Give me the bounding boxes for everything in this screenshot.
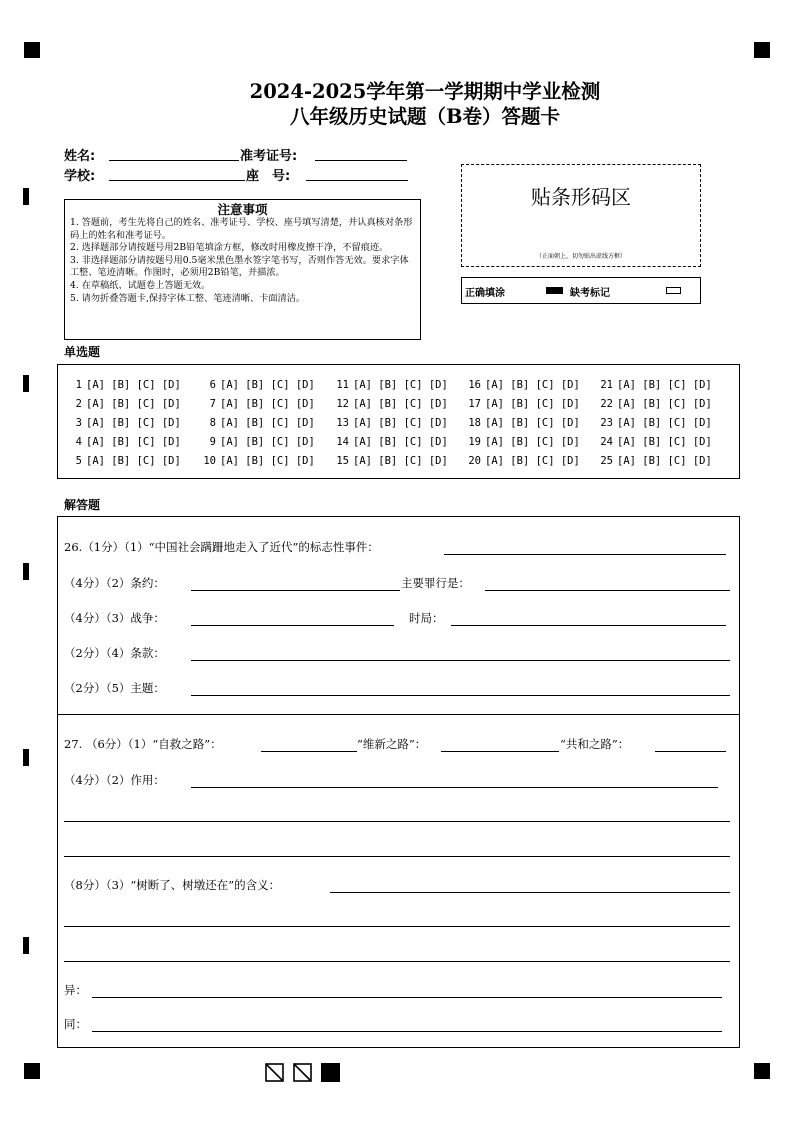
q26-part2-crime-line[interactable]: [485, 590, 730, 591]
mcq-row[interactable]: 8 [A] [B] [C] [D]: [209, 417, 315, 429]
notice-item: 1. 答题前，考生先将自己的姓名、准考证号、学校、座号填写清楚，并认真核对条形码上的姓名和准考证号。: [70, 217, 413, 241]
q26-part5-line[interactable]: [191, 695, 730, 696]
mcq-column: [74, 376, 181, 471]
q27-part2-line[interactable]: [191, 787, 718, 788]
mcq-row[interactable]: 15 [A] [B] [C] [D]: [336, 455, 448, 467]
q27-part3-line[interactable]: [64, 926, 730, 927]
q26-part2-treaty-prompt: （4分）（2）条约：: [64, 576, 165, 590]
q27-similarity-label: 同：: [64, 1017, 87, 1031]
mcq-row[interactable]: 18 [A] [B] [C] [D]: [468, 417, 580, 429]
mcq-column: [599, 376, 712, 471]
q27-part1-reform-prompt: “维新之路”：: [357, 737, 427, 751]
mcq-row[interactable]: 12 [A] [B] [C] [D]: [336, 398, 448, 410]
mcq-column: [467, 376, 580, 471]
mcq-row[interactable]: 20 [A] [B] [C] [D]: [468, 455, 580, 467]
q26-part1-answer-line[interactable]: [444, 554, 726, 555]
mcq-row[interactable]: 4 [A] [B] [C] [D]: [75, 436, 181, 448]
mcq-column: [335, 376, 448, 471]
notice-box: [64, 199, 421, 340]
q26-part2-crime-prompt: 主要罪行是：: [401, 576, 470, 590]
crossed-box-icon: [265, 1063, 284, 1082]
mcq-row[interactable]: 5 [A] [B] [C] [D]: [75, 455, 181, 467]
timing-mark: [23, 749, 29, 766]
answers-section-label: 解答题: [64, 498, 101, 512]
q27-part3-line[interactable]: [330, 892, 730, 893]
correct-fill-sample: [546, 287, 563, 294]
mcq-row[interactable]: 23 [A] [B] [C] [D]: [600, 417, 712, 429]
mcq-column: [202, 376, 315, 471]
exam-number-field[interactable]: [315, 160, 407, 161]
mcq-row[interactable]: 1 [A] [B] [C] [D]: [75, 379, 181, 391]
q27-part1-reform-line[interactable]: [441, 751, 559, 752]
q26-part5-prompt: （2分）（5）主题：: [64, 681, 165, 695]
mcq-row[interactable]: 10 [A] [B] [C] [D]: [203, 455, 315, 467]
exam-number-label: 准考证号:: [240, 149, 298, 164]
page-title-line1: 2024-2025学年第一学期期中学业检测: [249, 80, 601, 103]
mcq-answer-grid: [57, 364, 740, 479]
notice-item: 4. 在草稿纸、试题卷上答题无效。: [70, 279, 211, 291]
q26-part3-war-prompt: （4分）（3）战争：: [64, 611, 165, 625]
q26-part3-situation-prompt: 时局：: [409, 611, 444, 625]
mcq-row[interactable]: 9 [A] [B] [C] [D]: [209, 436, 315, 448]
q27-part3-prompt: （8分）（3）“树断了、树墩还在”的含义：: [64, 878, 281, 892]
timing-mark: [23, 937, 29, 954]
notice-item: 2. 选择题部分请按题号用2B铅笔填涂方框，修改时用橡皮擦干净，不留痕迹。: [70, 242, 389, 254]
school-label: 学校:: [64, 169, 96, 184]
timing-mark: [23, 375, 29, 392]
name-label: 姓名:: [64, 149, 96, 164]
mcq-row[interactable]: 21 [A] [B] [C] [D]: [600, 379, 712, 391]
mcq-row[interactable]: 14 [A] [B] [C] [D]: [336, 436, 448, 448]
mcq-row[interactable]: 19 [A] [B] [C] [D]: [468, 436, 580, 448]
q27-part1-republic-prompt: “共和之路”：: [560, 737, 630, 751]
q26-part4-line[interactable]: [191, 660, 730, 661]
mcq-row[interactable]: 17 [A] [B] [C] [D]: [468, 398, 580, 410]
mcq-row[interactable]: 13 [A] [B] [C] [D]: [336, 417, 448, 429]
q26-part3-situation-line[interactable]: [451, 625, 726, 626]
seat-label: 座 号:: [246, 169, 291, 184]
corner-mark-top-right: [754, 42, 770, 58]
q26-part2-treaty-line[interactable]: [191, 590, 400, 591]
correct-fill-label: 正确填涂: [465, 288, 505, 299]
fill-legend: [461, 277, 701, 304]
mcq-row[interactable]: 25 [A] [B] [C] [D]: [600, 455, 712, 467]
crossed-box-icon: [293, 1063, 312, 1082]
timing-mark: [23, 563, 29, 580]
q27-difference-line[interactable]: [92, 997, 722, 998]
mcq-row[interactable]: 7 [A] [B] [C] [D]: [209, 398, 315, 410]
notice-item: 3. 非选择题部分请按题号用0.5毫米黑色墨水签字笔书写，否则作答无效。要求字体工整、笔迹清晰。作图时，必须用2B铅笔，并描浓。: [70, 254, 409, 279]
name-field[interactable]: [109, 160, 239, 161]
mcq-row[interactable]: 16 [A] [B] [C] [D]: [468, 379, 580, 391]
q26-part4-prompt: （2分）（4）条款：: [64, 646, 165, 660]
q27-part1-self-rescue-prompt: 27. （6分）（1）“自救之路”：: [64, 737, 222, 751]
mcq-row[interactable]: 2 [A] [B] [C] [D]: [75, 398, 181, 410]
q27-difference-label: 异：: [64, 983, 87, 997]
filled-box-icon: [321, 1063, 340, 1082]
q27-part1-republic-line[interactable]: [655, 751, 726, 752]
notice-item: 5. 请勿折叠答题卡,保持字体工整、笔迹清晰、卡面清洁。: [70, 292, 306, 304]
q27-part3-line[interactable]: [64, 961, 730, 962]
mcq-section-label: 单选题: [64, 345, 101, 359]
q26-part1-prompt: 26.（1分）（1）“中国社会蹒跚地走入了近代”的标志性事件：: [64, 540, 379, 554]
mcq-row[interactable]: 24 [A] [B] [C] [D]: [600, 436, 712, 448]
mcq-row[interactable]: 6 [A] [B] [C] [D]: [209, 379, 315, 391]
mcq-row[interactable]: 22 [A] [B] [C] [D]: [600, 398, 712, 410]
absent-mark-checkbox[interactable]: [666, 287, 681, 294]
corner-mark-top-left: [24, 42, 40, 58]
barcode-title: 贴条形码区: [531, 185, 631, 209]
q27-similarity-line[interactable]: [92, 1031, 722, 1032]
q27-part2-line[interactable]: [64, 856, 730, 857]
q26-part3-war-line[interactable]: [191, 625, 394, 626]
absent-mark-label: 缺考标记: [570, 288, 610, 299]
notice-heading: 注意事项: [217, 202, 268, 217]
barcode-area: [461, 164, 701, 267]
timing-mark: [23, 188, 29, 205]
corner-mark-bottom-left: [24, 1063, 40, 1079]
page-title-line2: 八年级历史试题（B卷）答题卡: [290, 105, 560, 128]
mcq-row[interactable]: 3 [A] [B] [C] [D]: [75, 417, 181, 429]
q27-part2-prompt: （4分）（2）作用：: [64, 773, 165, 787]
barcode-hint: （正面朝上，切勿贴出虚线方框）: [535, 253, 626, 260]
mcq-row[interactable]: 11 [A] [B] [C] [D]: [336, 379, 448, 391]
q27-part1-self-rescue-line[interactable]: [261, 751, 357, 752]
q27-part2-line[interactable]: [64, 821, 730, 822]
seat-field[interactable]: [306, 180, 408, 181]
school-field[interactable]: [109, 180, 245, 181]
corner-mark-bottom-right: [754, 1063, 770, 1079]
